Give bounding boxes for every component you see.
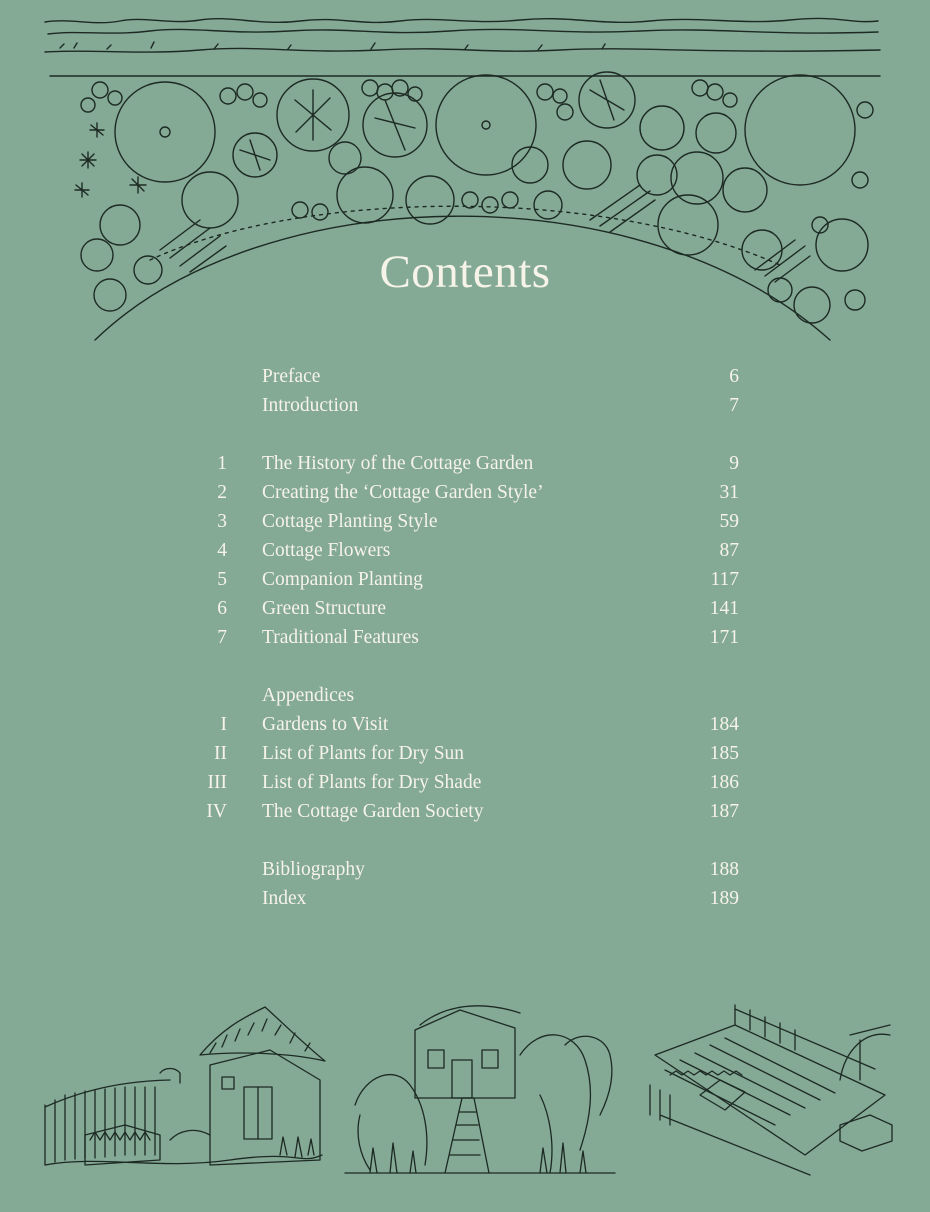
entry-page: 59 bbox=[719, 511, 739, 532]
entry-title: The History of the Cottage Garden bbox=[262, 453, 534, 474]
entry-number: 4 bbox=[217, 540, 227, 561]
entry-title: Bibliography bbox=[262, 859, 365, 880]
vegetable-plot-sketch bbox=[650, 1005, 892, 1175]
entry-number: 1 bbox=[217, 453, 227, 474]
entry-page: 117 bbox=[710, 569, 739, 590]
entry-page: 171 bbox=[709, 627, 739, 648]
entry-title: List of Plants for Dry Sun bbox=[262, 743, 465, 764]
entry-title: List of Plants for Dry Shade bbox=[262, 772, 482, 793]
entry-page: 188 bbox=[709, 859, 739, 880]
entry-number: I bbox=[220, 714, 227, 735]
entry-title: Companion Planting bbox=[262, 569, 423, 590]
toc-entry[interactable] bbox=[180, 884, 780, 913]
cottage-path-sketch bbox=[345, 1006, 615, 1173]
entry-title: Green Structure bbox=[262, 598, 386, 619]
entry-title: Cottage Flowers bbox=[262, 540, 391, 561]
entry-title: Traditional Features bbox=[262, 627, 419, 648]
toc-entry[interactable] bbox=[180, 768, 780, 797]
entry-number: 5 bbox=[217, 569, 227, 590]
entry-title: Appendices bbox=[262, 685, 355, 706]
entry-title: Gardens to Visit bbox=[262, 714, 389, 735]
toc-entry[interactable] bbox=[180, 536, 780, 565]
toc-entry[interactable] bbox=[180, 855, 780, 884]
entry-title: Creating the ‘Cottage Garden Style’ bbox=[262, 482, 544, 503]
entry-page: 87 bbox=[719, 540, 739, 561]
entry-title: Index bbox=[262, 888, 307, 909]
entry-title: Introduction bbox=[262, 395, 359, 416]
entry-page: 6 bbox=[729, 366, 739, 387]
toc-entry[interactable] bbox=[180, 594, 780, 623]
entry-page: 187 bbox=[709, 801, 739, 822]
toc-entry[interactable] bbox=[180, 710, 780, 739]
entry-number: 7 bbox=[217, 627, 227, 648]
table-of-contents bbox=[180, 362, 780, 913]
entry-page: 141 bbox=[709, 598, 739, 619]
entry-number: 2 bbox=[217, 482, 227, 503]
toc-entry[interactable] bbox=[180, 478, 780, 507]
toc-entry[interactable] bbox=[180, 449, 780, 478]
entry-number: 6 bbox=[217, 598, 227, 619]
entry-page: 184 bbox=[709, 714, 739, 735]
entry-title: Cottage Planting Style bbox=[262, 511, 438, 532]
entry-page: 9 bbox=[729, 453, 739, 474]
entry-page: 185 bbox=[709, 743, 739, 764]
toc-entry[interactable] bbox=[180, 391, 780, 420]
entry-number: 3 bbox=[217, 511, 227, 532]
toc-entry[interactable] bbox=[180, 362, 780, 391]
toc-entry[interactable] bbox=[180, 797, 780, 826]
entry-page: 189 bbox=[709, 888, 739, 909]
entry-title: Preface bbox=[262, 366, 321, 387]
toc-section-heading bbox=[180, 681, 780, 710]
entry-number: III bbox=[207, 772, 227, 793]
entry-number: IV bbox=[206, 801, 227, 822]
entry-page: 31 bbox=[719, 482, 739, 503]
toc-entry[interactable] bbox=[180, 623, 780, 652]
entry-number: II bbox=[214, 743, 227, 764]
bottom-illustrations bbox=[0, 995, 930, 1195]
entry-title: The Cottage Garden Society bbox=[262, 801, 484, 822]
entry-page: 7 bbox=[729, 395, 739, 416]
cottage-yard-sketch bbox=[45, 1007, 325, 1165]
entry-page: 186 bbox=[709, 772, 739, 793]
toc-entry[interactable] bbox=[180, 739, 780, 768]
toc-entry[interactable] bbox=[180, 565, 780, 594]
toc-entry[interactable] bbox=[180, 507, 780, 536]
page-title: Contents bbox=[379, 246, 551, 298]
